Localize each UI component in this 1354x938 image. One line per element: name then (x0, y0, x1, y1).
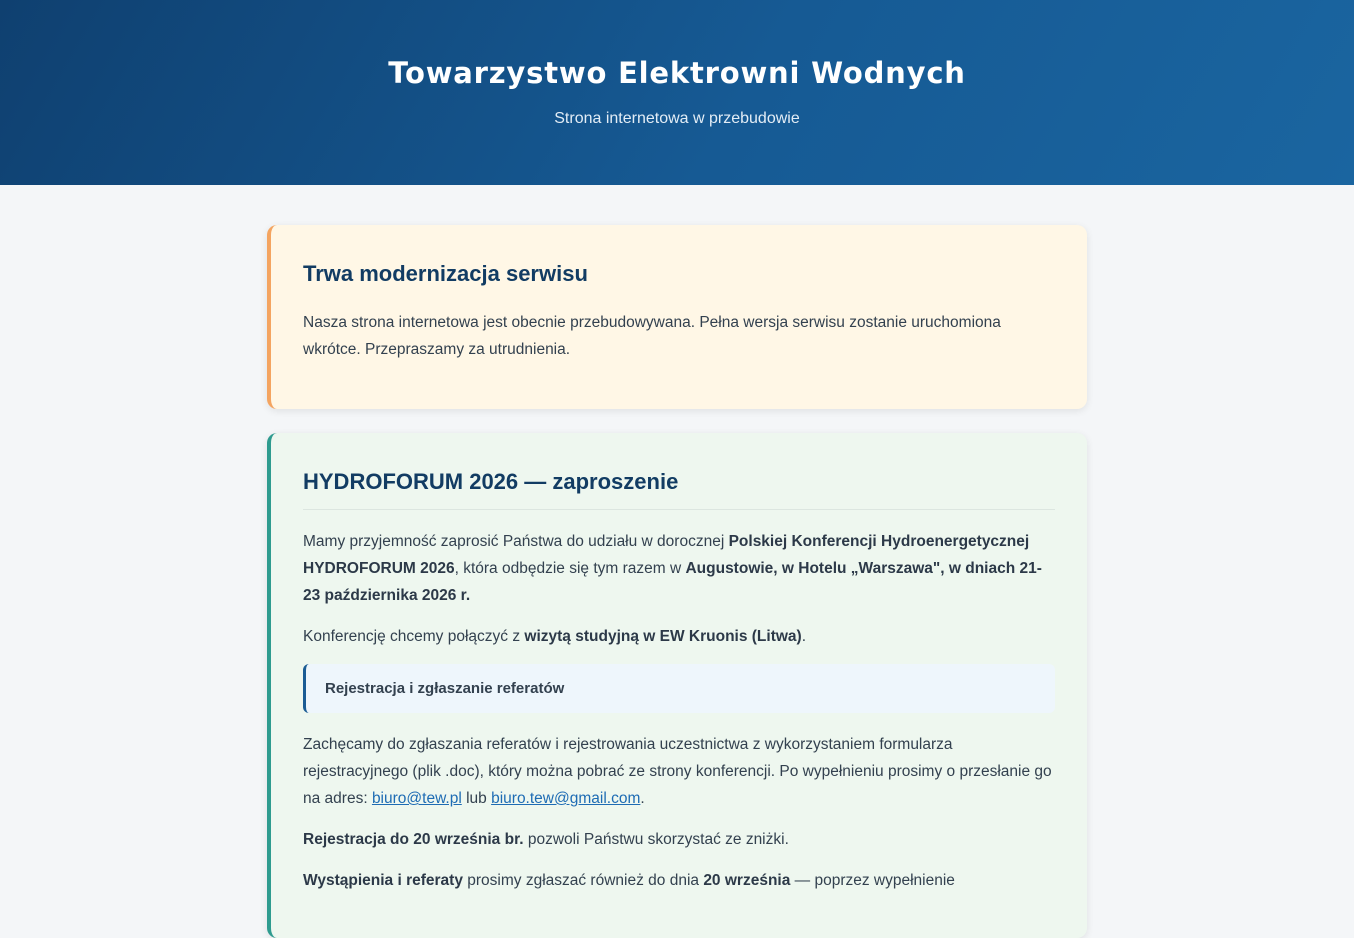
maintenance-notice-card (267, 225, 1087, 409)
site-title: Towarzystwo Elektrowni Wodnych (388, 56, 966, 90)
conference-location: Augustowie, w Hotelu „Warszawa", w dniach 21-23 października 2026 r. (303, 560, 1042, 604)
discount-paragraph: Rejestracja do 20 września br. pozwoli Państwu skorzystać ze zniżki. (303, 831, 789, 848)
papers-label: Wystąpienia i referaty (303, 872, 463, 889)
registration-info-box: Rejestracja i zgłaszanie referatów (303, 664, 1055, 713)
study-visit: wizytą studyjną w EW Kruonis (Litwa) (524, 628, 802, 645)
site-subtitle: Strona internetowa w przebudowie (554, 110, 800, 127)
hydroforum-card (267, 433, 1087, 938)
registration-paragraph: Zachęcamy do zgłaszania referatów i rejestrowania uczestnictwa z wykorzystaniem formularza rejestracyjnego (plik .doc), który można pobrać ze strony konferencji. Po wypełnieniu prosimy o przesłanie go na adres: biuro@tew.pl lub biuro.tew@gmail.com. (303, 736, 1052, 807)
main-content (267, 225, 1087, 938)
notice-title: Trwa modernizacja serwisu (303, 261, 588, 286)
notice-text: Nasza strona internetowa jest obecnie przebudowywana. Pełna wersja serwisu zostanie uruchomiona wkrótce. Przepraszamy za utrudnienia. (303, 314, 1001, 358)
email-link-gmail[interactable]: biuro.tew@gmail.com (491, 790, 641, 807)
study-visit-paragraph: Konferencję chcemy połączyć z wizytą studyjną w EW Kruonis (Litwa). (303, 628, 807, 645)
event-intro: Mamy przyjemność zaprosić Państwa do udziału w dorocznej Polskiej Konferencji Hydroenergetycznej HYDROFORUM 2026, która odbędzie się tym razem w Augustowie, w Hotelu „Warszawa", w dniach 21-23 października 2026 r. (303, 533, 1042, 604)
conference-name: Polskiej Konferencji Hydroenergetycznej HYDROFORUM 2026 (303, 533, 1030, 577)
papers-deadline: 20 września (703, 872, 791, 889)
site-header (0, 0, 1354, 185)
papers-paragraph: Wystąpienia i referaty prosimy zgłaszać również do dnia 20 września — poprzez wypełnienie (303, 872, 955, 889)
event-title: HYDROFORUM 2026 — zaproszenie (303, 469, 1055, 510)
registration-deadline: Rejestracja do 20 września br. (303, 831, 524, 848)
email-link-biuro[interactable]: biuro@tew.pl (371, 790, 462, 807)
